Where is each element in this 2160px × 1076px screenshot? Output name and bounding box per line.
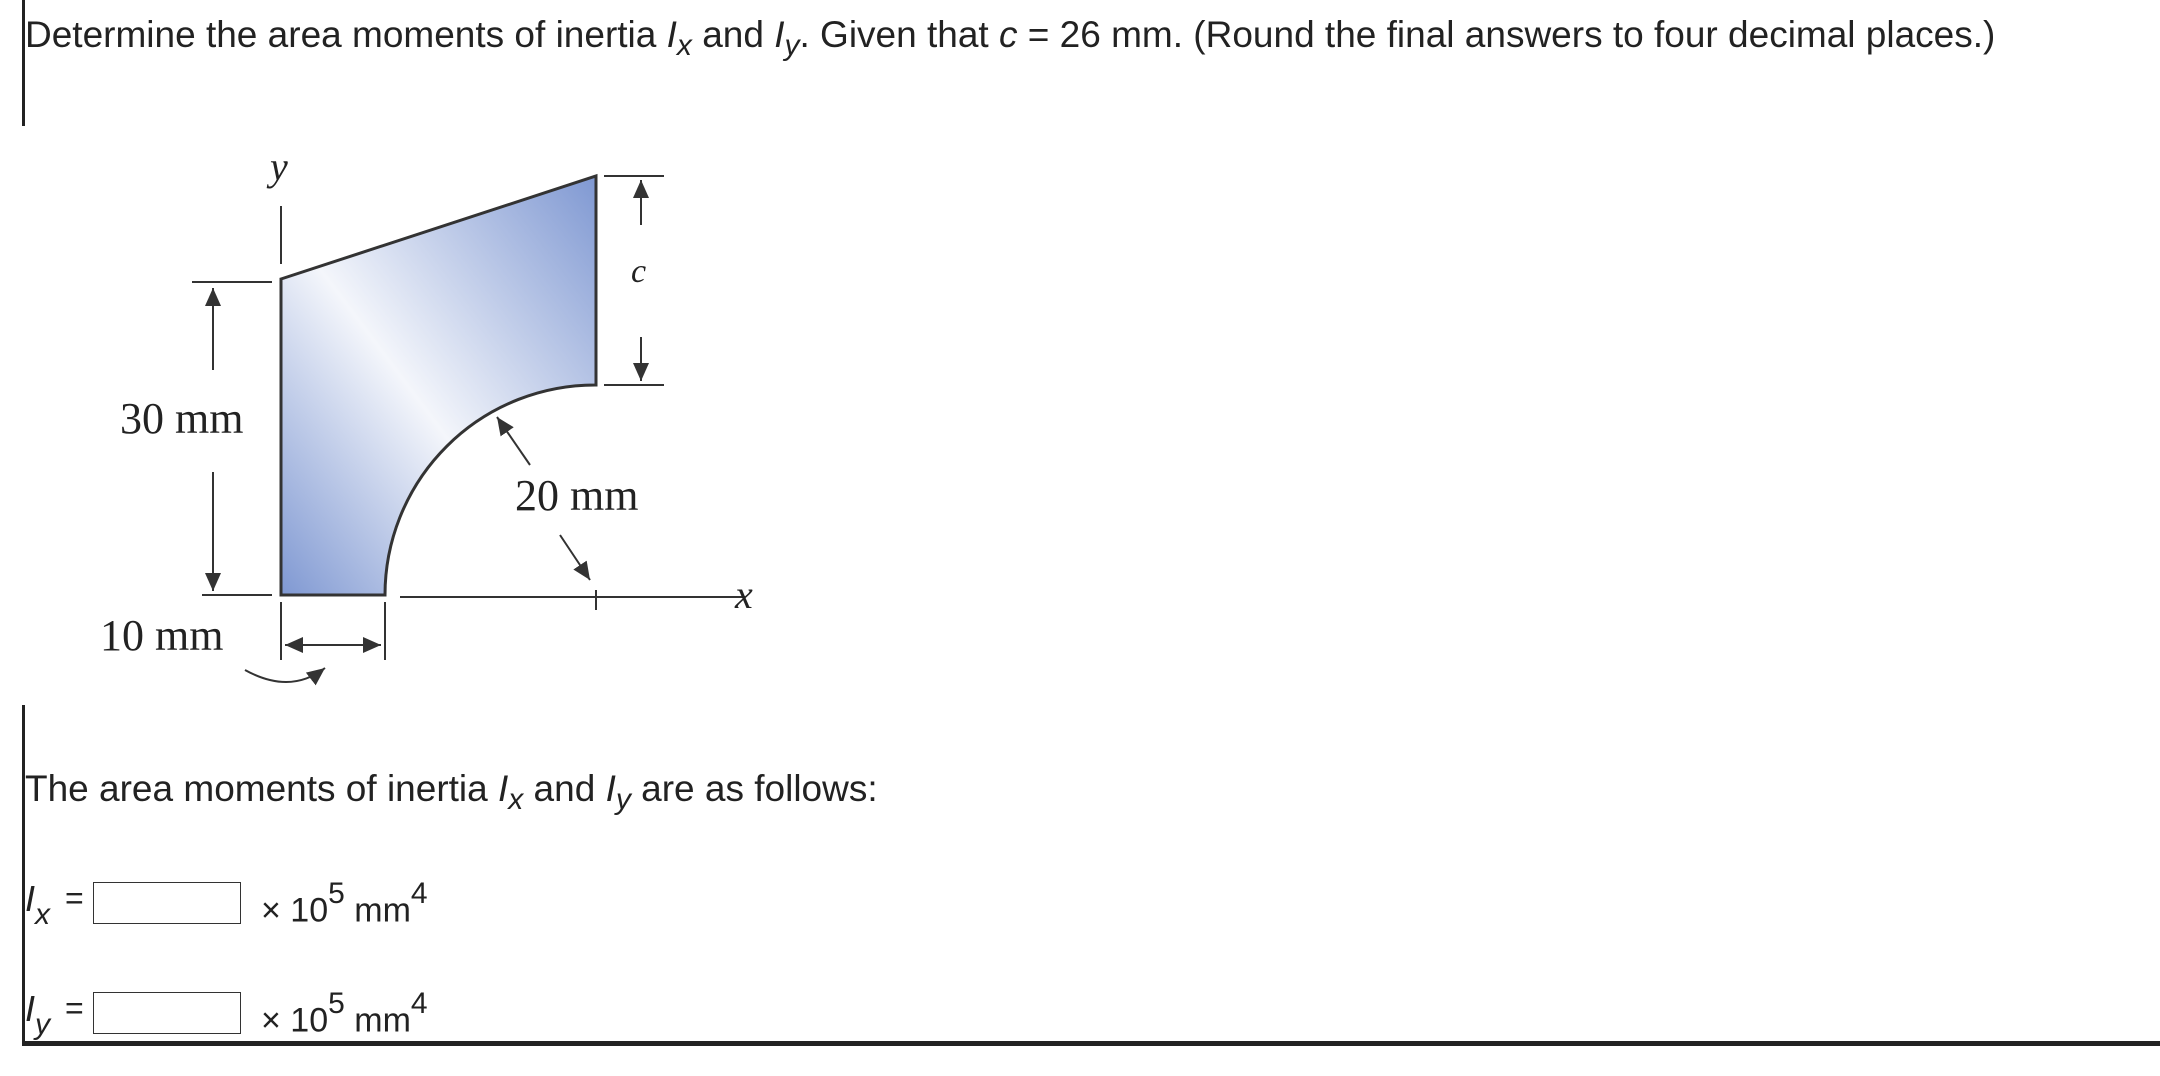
ix-label-equals: = (65, 880, 84, 916)
iy-times-ten: × 10 (261, 1001, 329, 1040)
bottom-border (22, 1041, 2160, 1046)
answer-ix-symbol: I (498, 768, 509, 809)
answer-iy-subscript: y (615, 783, 631, 816)
iy-subscript: y (784, 29, 800, 62)
section-figure (90, 140, 770, 710)
iy-unit: mm (354, 1001, 411, 1040)
iy-label-subscript: y (35, 1008, 50, 1041)
answer-iy-symbol: I (605, 768, 616, 809)
thirty-mm-label: 30 mm (120, 394, 244, 443)
answer-intro (25, 764, 878, 825)
ten-mm-label: 10 mm (100, 611, 224, 660)
ix-unit-exponent: 4 (410, 877, 428, 911)
iy-answer-label (25, 986, 93, 1040)
x-axis-label: x (735, 572, 753, 617)
answer-intro-and: and (523, 768, 606, 809)
iy-answer-input[interactable] (93, 992, 241, 1034)
c-symbol: c (999, 14, 1018, 55)
question-intro: Determine the area moments of inertia (25, 14, 667, 55)
question-given: . Given that (799, 14, 999, 55)
ix-label-symbol: I (25, 878, 36, 919)
ix-answer-row (25, 876, 428, 930)
ix-subscript: x (676, 29, 692, 62)
iy-label-symbol: I (25, 988, 36, 1029)
shaded-area (281, 176, 596, 595)
ix-exponent: 5 (328, 877, 345, 911)
ix-answer-input[interactable] (93, 882, 241, 924)
question-and: and (691, 14, 775, 55)
answer-intro-text: The area moments of inertia (25, 768, 498, 809)
answer-ix-subscript: x (508, 783, 524, 816)
iy-symbol: I (774, 14, 785, 55)
question-c-value: = 26 mm. (Round the final answers to four decimal places.) (1017, 14, 1996, 55)
ix-units (261, 877, 428, 930)
y-axis-label: y (270, 144, 288, 189)
iy-answer-row (25, 986, 428, 1040)
ix-label-subscript: x (35, 898, 50, 931)
answer-intro-after: are as follows: (630, 768, 878, 809)
iy-label-equals: = (65, 990, 84, 1026)
radius-arrow (497, 417, 530, 465)
iy-unit-exponent: 4 (410, 987, 428, 1021)
ix-answer-label (25, 876, 93, 930)
ix-times-ten: × 10 (261, 891, 329, 930)
iy-exponent: 5 (328, 987, 345, 1021)
ix-unit: mm (354, 891, 411, 930)
iy-units (261, 987, 428, 1040)
ten-leader (245, 668, 325, 682)
ix-symbol: I (666, 14, 677, 55)
twenty-mm-label: 20 mm (515, 471, 639, 520)
question-text (25, 10, 1995, 71)
radius-leader (560, 535, 590, 580)
c-dimension-label: c (631, 253, 647, 290)
